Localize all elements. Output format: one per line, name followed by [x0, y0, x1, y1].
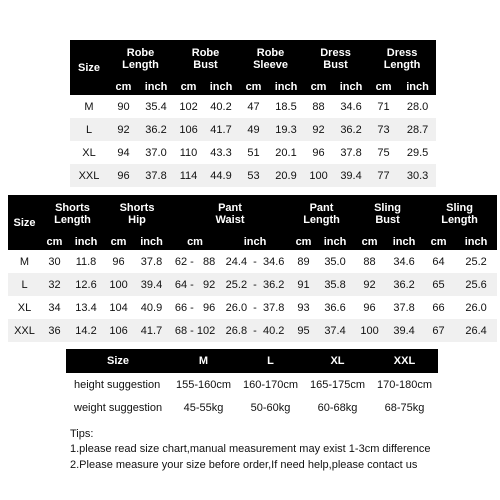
value-cell: 34: [41, 296, 68, 319]
value-cell: 66 - 96: [170, 296, 220, 319]
value-cell: 100: [353, 319, 386, 342]
unit-cell: cm: [108, 78, 139, 95]
value-cell: 36.6: [317, 296, 353, 319]
unit-cell: cm: [41, 233, 68, 250]
unit-cell: cm: [353, 233, 386, 250]
table2-header-size: Size: [13, 216, 36, 229]
value-cell: 34.6: [386, 250, 422, 273]
value-cell: 68 - 102: [170, 319, 220, 342]
table1-header-row: [70, 40, 436, 78]
value-cell: 96: [353, 296, 386, 319]
value-cell: 37.8: [386, 296, 422, 319]
unit-cell: cm: [170, 233, 220, 250]
table-row: [8, 250, 497, 273]
value-cell: 160-170cm: [237, 373, 304, 396]
value-cell: 75: [368, 141, 399, 164]
value-cell: 96: [104, 250, 133, 273]
value-cell: 13.4: [68, 296, 104, 319]
value-cell: 92: [303, 118, 334, 141]
value-cell: 37.8: [334, 141, 368, 164]
value-cell: 29.5: [399, 141, 436, 164]
table3-header-size: Size: [106, 355, 129, 367]
value-cell: 20.1: [269, 141, 303, 164]
table-row: [66, 373, 438, 396]
table-row: [8, 296, 497, 319]
value-cell: 96: [108, 164, 139, 187]
value-cell: 51: [238, 141, 269, 164]
value-cell: 24.4 - 34.6: [220, 250, 290, 273]
height-weight-suggestion-table: [66, 349, 438, 419]
value-cell: 100: [303, 164, 334, 187]
table2-header-sling-bust: Sling Bust: [374, 202, 401, 226]
unit-cell: cm: [290, 233, 317, 250]
value-cell: 96: [303, 141, 334, 164]
value-cell: 62 - 88: [170, 250, 220, 273]
table1-header-robe-bust: Robe Bust: [191, 47, 220, 71]
value-cell: 90: [108, 95, 139, 118]
value-cell: 19.3: [269, 118, 303, 141]
value-cell: 41.7: [133, 319, 170, 342]
table-row: [70, 95, 436, 118]
value-cell: 34.6: [334, 95, 368, 118]
value-cell: 37.8: [139, 164, 173, 187]
unit-cell: inch: [139, 78, 173, 95]
value-cell: 32: [41, 273, 68, 296]
value-cell: 88: [353, 250, 386, 273]
value-cell: 47: [238, 95, 269, 118]
value-cell: 92: [108, 118, 139, 141]
value-cell: 37.0: [139, 141, 173, 164]
tip-item: 2.Please measure your size before order,If need help,please contact us: [70, 459, 418, 471]
unit-cell: inch: [68, 233, 104, 250]
unit-cell: inch: [204, 78, 238, 95]
value-cell: 95: [290, 319, 317, 342]
value-cell: 11.8: [68, 250, 104, 273]
value-cell: 36: [41, 319, 68, 342]
value-cell: 39.4: [386, 319, 422, 342]
unit-cell: inch: [317, 233, 353, 250]
value-cell: 41.7: [204, 118, 238, 141]
unit-cell: inch: [399, 78, 436, 95]
value-cell: 40.9: [133, 296, 170, 319]
unit-cell: inch: [386, 233, 422, 250]
value-cell: 18.5: [269, 95, 303, 118]
table1-header-dress-bust: Dress Bust: [320, 47, 351, 71]
value-cell: 91: [290, 273, 317, 296]
value-cell: 30.3: [399, 164, 436, 187]
table2-header-sling-length: Sling Length: [441, 202, 478, 226]
value-cell: 53: [238, 164, 269, 187]
table1-header-size: Size: [77, 61, 100, 74]
value-cell: 36.2: [334, 118, 368, 141]
size-cell: XXL: [8, 319, 41, 342]
size-cell: L: [8, 273, 41, 296]
value-cell: 89: [290, 250, 317, 273]
value-cell: 12.6: [68, 273, 104, 296]
value-cell: 40.2: [204, 95, 238, 118]
unit-cell: cm: [368, 78, 399, 95]
value-cell: 26.0: [455, 296, 497, 319]
size-cell: M: [70, 95, 108, 118]
tip-item: 1.please read size chart,manual measurement may exist 1-3cm difference: [70, 443, 431, 455]
value-cell: 39.4: [133, 273, 170, 296]
table3-header-l: L: [267, 355, 274, 367]
value-cell: 106: [173, 118, 204, 141]
value-cell: 93: [290, 296, 317, 319]
unit-cell: cm: [104, 233, 133, 250]
value-cell: 110: [173, 141, 204, 164]
value-cell: 37.8: [133, 250, 170, 273]
value-cell: 26.0 - 37.8: [220, 296, 290, 319]
value-cell: 14.2: [68, 319, 104, 342]
value-cell: 28.0: [399, 95, 436, 118]
row-label: weight suggestion: [66, 396, 170, 419]
value-cell: 37.4: [317, 319, 353, 342]
value-cell: 35.4: [139, 95, 173, 118]
unit-cell: inch: [455, 233, 497, 250]
shorts-pant-sling-size-table: [8, 195, 497, 342]
unit-cell: inch: [269, 78, 303, 95]
table-row: [66, 396, 438, 419]
table2-header-pant-waist: Pant Waist: [215, 202, 245, 226]
value-cell: 92: [353, 273, 386, 296]
unit-cell: inch: [133, 233, 170, 250]
table3-header-row: [66, 349, 438, 373]
value-cell: 35.8: [317, 273, 353, 296]
table-row: [70, 164, 436, 187]
unit-cell: cm: [303, 78, 334, 95]
unit-cell: cm: [238, 78, 269, 95]
value-cell: 50-60kg: [237, 396, 304, 419]
unit-cell: inch: [220, 233, 290, 250]
size-cell: XL: [70, 141, 108, 164]
table-row: [8, 273, 497, 296]
unit-cell: cm: [422, 233, 455, 250]
value-cell: 114: [173, 164, 204, 187]
table3-header-xxl: XXL: [393, 355, 416, 367]
value-cell: 106: [104, 319, 133, 342]
value-cell: 35.0: [317, 250, 353, 273]
value-cell: 26.8 - 40.2: [220, 319, 290, 342]
value-cell: 68-75kg: [371, 396, 438, 419]
table1-header-robe-length: Robe Length: [122, 47, 159, 71]
value-cell: 71: [368, 95, 399, 118]
table-row: [8, 319, 497, 342]
table3-header-m: M: [198, 355, 209, 367]
value-cell: 43.3: [204, 141, 238, 164]
table2-header-shorts-hip: Shorts Hip: [119, 202, 155, 226]
size-cell: XXL: [70, 164, 108, 187]
value-cell: 30: [41, 250, 68, 273]
value-cell: 20.9: [269, 164, 303, 187]
value-cell: 44.9: [204, 164, 238, 187]
value-cell: 65: [422, 273, 455, 296]
value-cell: 94: [108, 141, 139, 164]
value-cell: 88: [303, 95, 334, 118]
table1-header-robe-sleeve: Robe Sleeve: [253, 47, 288, 71]
size-cell: L: [70, 118, 108, 141]
value-cell: 25.6: [455, 273, 497, 296]
value-cell: 25.2: [455, 250, 497, 273]
table1-header-dress-length: Dress Length: [383, 47, 421, 71]
value-cell: 26.4: [455, 319, 497, 342]
value-cell: 28.7: [399, 118, 436, 141]
robe-dress-size-table: [70, 40, 436, 187]
value-cell: 45-55kg: [170, 396, 237, 419]
value-cell: 39.4: [334, 164, 368, 187]
value-cell: 67: [422, 319, 455, 342]
value-cell: 77: [368, 164, 399, 187]
value-cell: 36.2: [139, 118, 173, 141]
value-cell: 60-68kg: [304, 396, 371, 419]
table2-header-row: [8, 195, 497, 233]
value-cell: 170-180cm: [371, 373, 438, 396]
value-cell: 104: [104, 296, 133, 319]
table-row: [70, 141, 436, 164]
value-cell: 25.2 - 36.2: [220, 273, 290, 296]
size-cell: XL: [8, 296, 41, 319]
table2-unit-row: [8, 233, 497, 250]
table3-header-xl: XL: [330, 355, 345, 367]
value-cell: 73: [368, 118, 399, 141]
value-cell: 165-175cm: [304, 373, 371, 396]
value-cell: 64 - 92: [170, 273, 220, 296]
table-row: [70, 118, 436, 141]
value-cell: 49: [238, 118, 269, 141]
value-cell: 36.2: [386, 273, 422, 296]
row-label: height suggestion: [66, 373, 170, 396]
value-cell: 64: [422, 250, 455, 273]
table2-header-shorts-length: Shorts Length: [54, 202, 91, 226]
value-cell: 66: [422, 296, 455, 319]
size-cell: M: [8, 250, 41, 273]
value-cell: 102: [173, 95, 204, 118]
table1-unit-row: [70, 78, 436, 95]
unit-cell: cm: [173, 78, 204, 95]
unit-cell: inch: [334, 78, 368, 95]
value-cell: 100: [104, 273, 133, 296]
value-cell: 155-160cm: [170, 373, 237, 396]
tips-title: Tips:: [70, 428, 94, 440]
table2-header-pant-length: Pant Length: [303, 202, 340, 226]
